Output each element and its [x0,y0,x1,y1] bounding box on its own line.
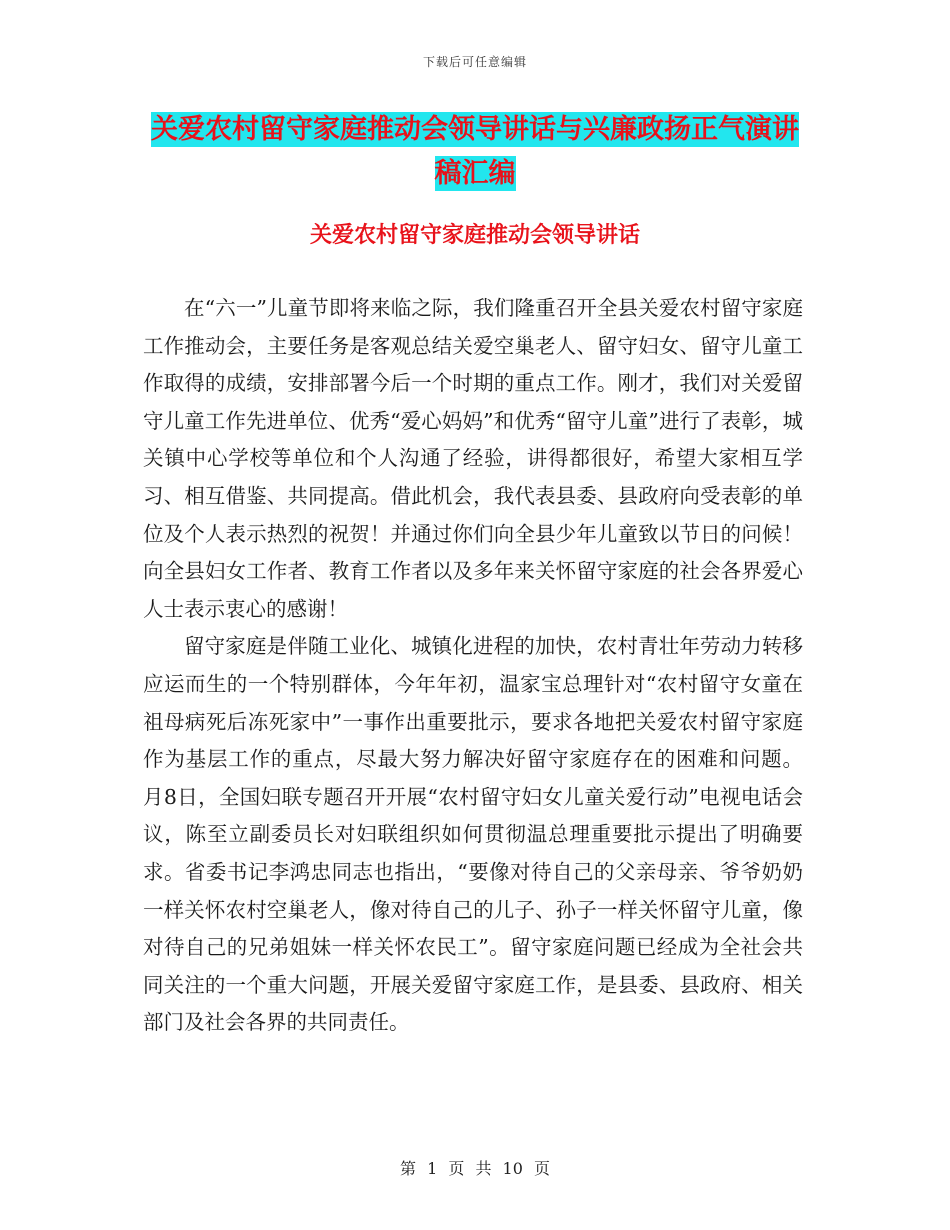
page-footer: 第 1 页 共 10 页 [400,1159,550,1178]
body-text [143,290,803,1042]
paragraph-1: 在“六一”儿童节即将来临之际，我们隆重召开全县关爱农村留守家庭工作推动会，主要任务是客观总结关爱空巢老人、留守妇女、留守儿童工作取得的成绩，安排部署今后一个时期的重点工作。刚才，我们对关爱留守儿童工作先进单位、优秀“爱心妈妈”和优秀“留守儿童”进行了表彰，城关镇中心学校等单位和个人沟通了经验，讲得都很好，希望大家相互学习、相互借鉴、共同提高。借此机会，我代表县委、县政府向受表彰的单位及个人表示热烈的祝贺！并通过你们向全县少年儿童致以节日的问候！向全县妇女工作者、教育工作者以及多年来关怀留守家庭的社会各界爱心人士表示衷心的感谢！ [143,296,803,621]
document-main-title [140,108,810,196]
paragraph-2: 留守家庭是伴随工业化、城镇化进程的加快，农村青壮年劳动力转移应运而生的一个特别群体，今年年初，温家宝总理针对“农村留守女童在祖母病死后冻死家中”一事作出重要批示，要求各地把关爱农村留守家庭作为基层工作的重点，尽最大努力解决好留守家庭存在的困难和问题。 月8日，全国妇联专题召开开展“农村留守妇女儿童关爱行动”电视电话会议，陈至立副委员长对妇联组织如何贯彻温总理重要批示提出了明确要求。省委书记李鸿忠同志也指出，“要像对待自己的父亲母亲、爷爷奶奶一样关怀农村空巢老人，像对待自己的儿子、孙子一样关怀留守儿童，像对待自己的兄弟姐妹一样关怀农民工”。留守家庭问题已经成为全社会共同关注的一个重大问题，开展关爱留守家庭工作，是县委、县政府、相关部门及社会各界的共同责任。 [143,634,803,1035]
main-title-highlight: 关爱农村留守家庭推动会领导讲话与兴廉政扬正气演讲稿汇编 [151,114,799,189]
section-title: 关爱农村留守家庭推动会领导讲话 [309,223,640,248]
header-note: 下载后可任意编辑 [422,55,527,69]
